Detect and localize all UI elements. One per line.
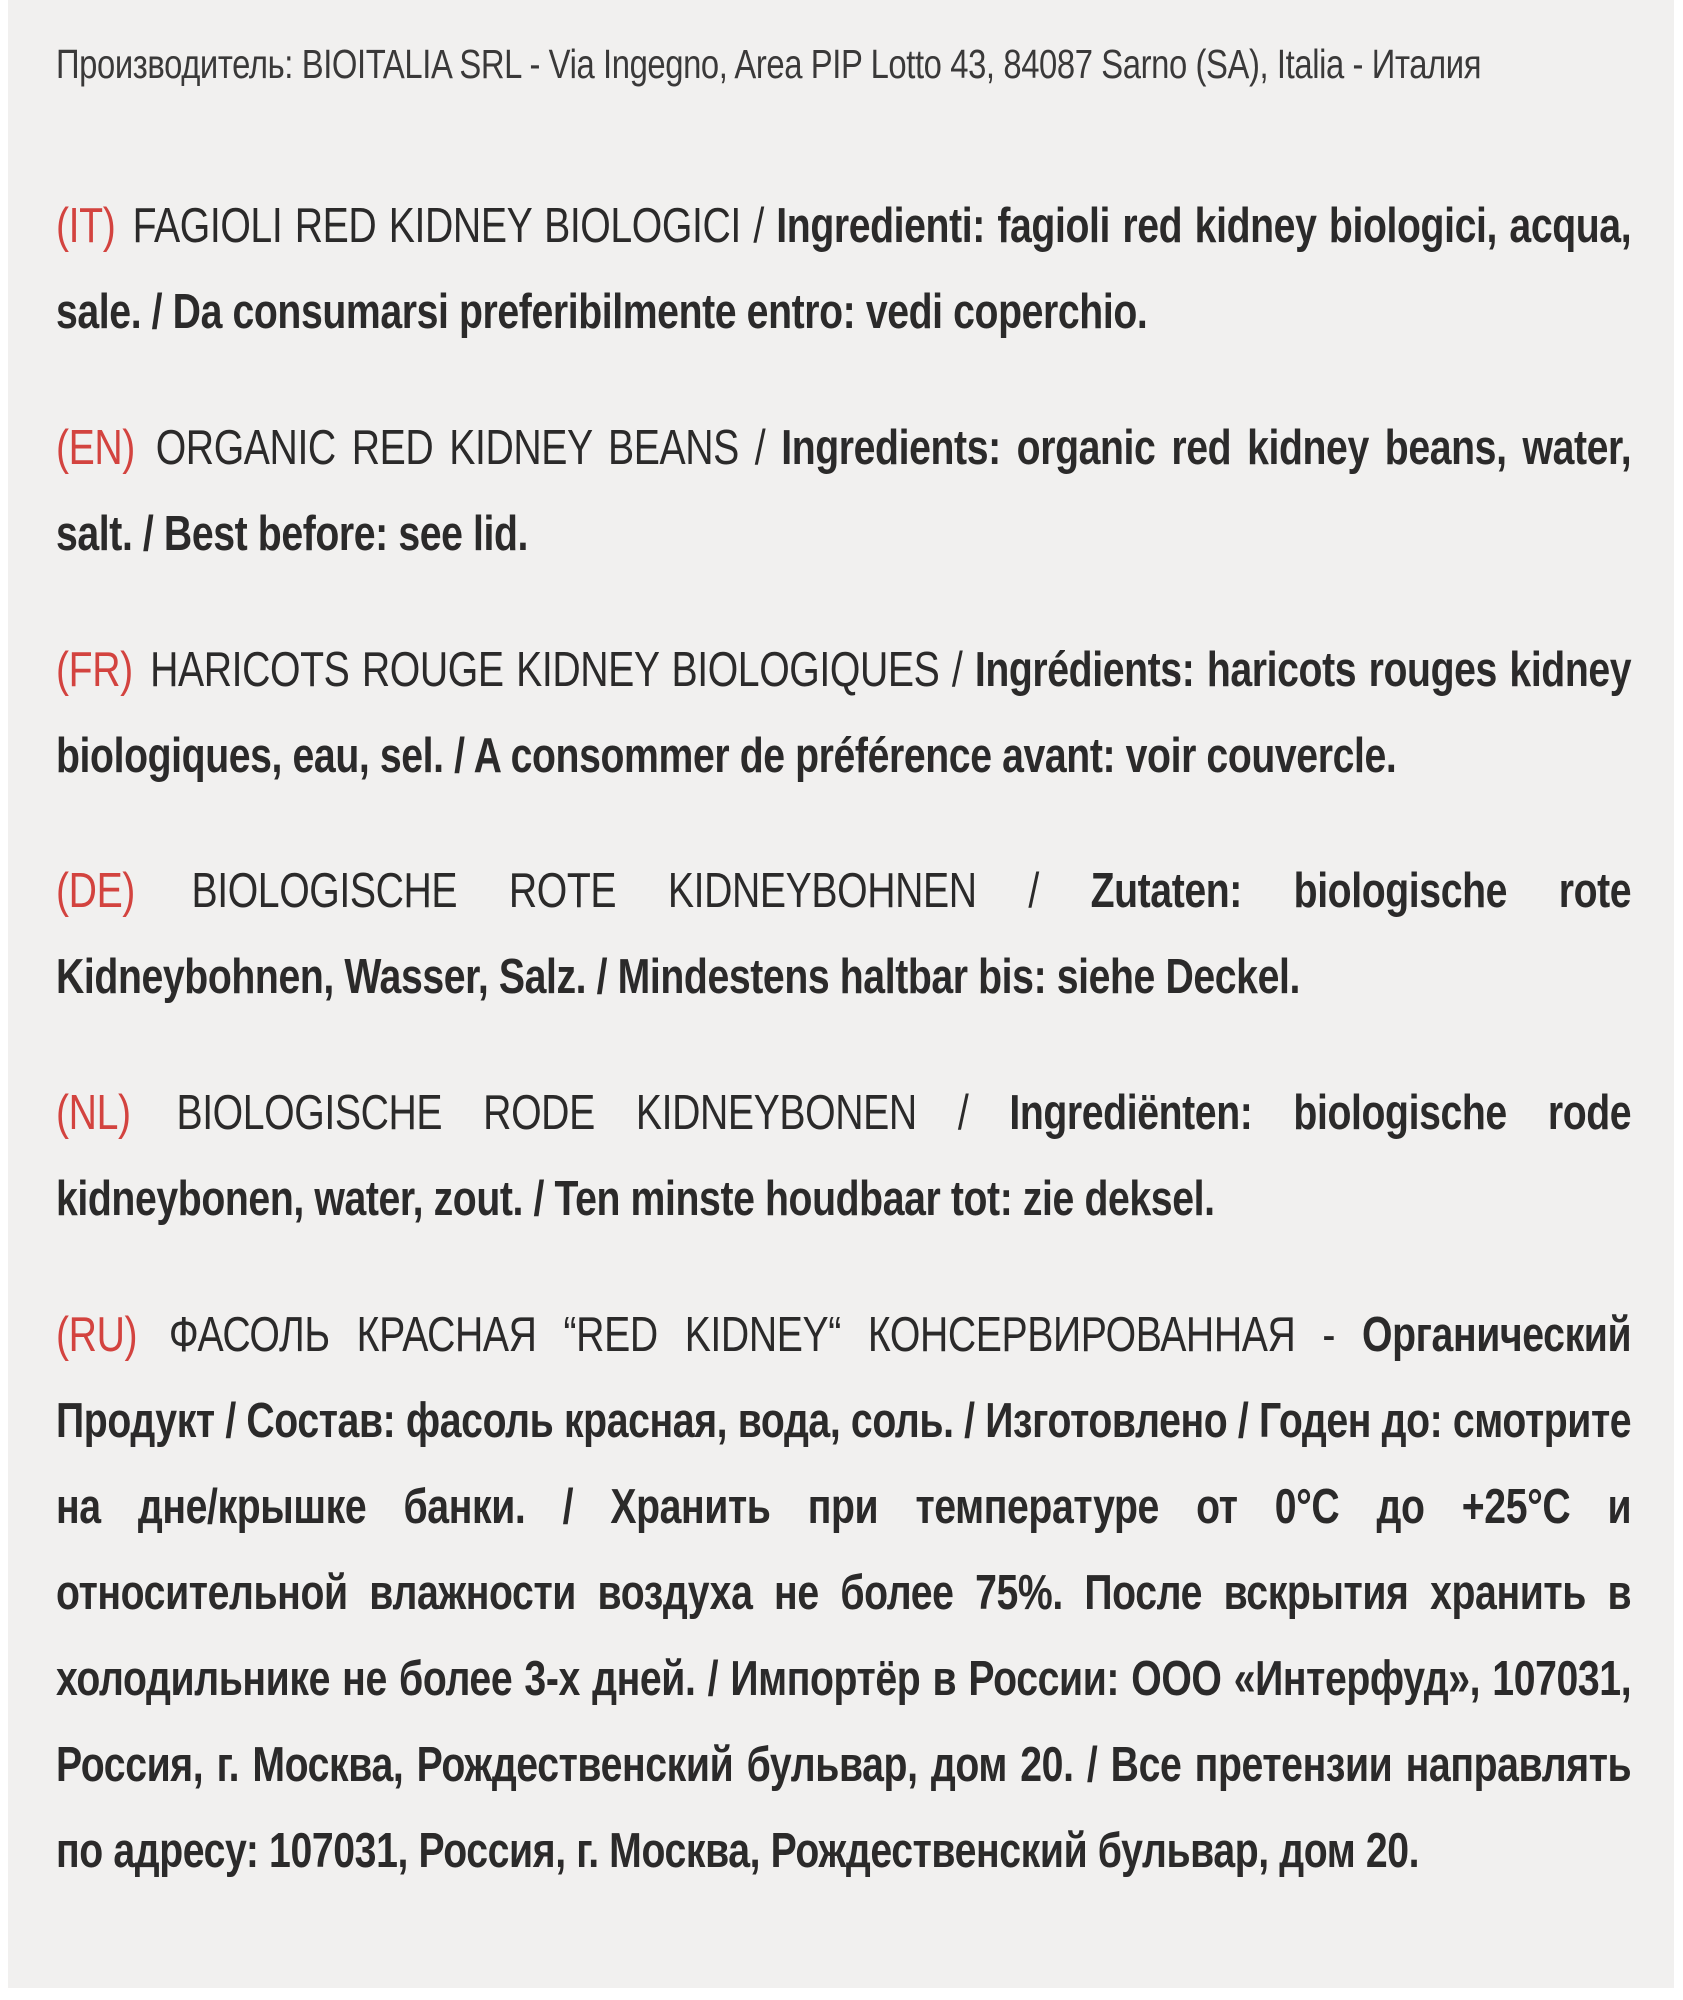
section-text-en: Ingredients: organic red kidney beans, water, salt. / Best before: see lid.	[56, 421, 1632, 561]
language-code-en: (EN)	[56, 421, 135, 475]
product-name-nl: BIOLOGISCHE RODE KIDNEYBONEN /	[176, 1086, 969, 1140]
product-name-fr: HARICOTS ROUGE KIDNEY BIOLOGIQUES /	[150, 643, 963, 697]
product-name-de: BIOLOGISCHE ROTE KIDNEYBOHNEN /	[191, 864, 1039, 918]
language-code-de: (DE)	[56, 864, 135, 918]
section-fr	[56, 627, 1631, 799]
product-name-ru: ФАСОЛЬ КРАСНАЯ “RED KIDNEY“ КОНСЕРВИРОВАННАЯ -	[168, 1308, 1336, 1362]
language-code-ru: (RU)	[56, 1308, 138, 1362]
product-name-en: ORGANIC RED KIDNEY BEANS /	[155, 421, 766, 475]
language-code-it: (IT)	[56, 199, 116, 253]
language-code-nl: (NL)	[56, 1086, 131, 1140]
section-nl	[56, 1070, 1631, 1242]
section-it	[56, 183, 1631, 355]
ingredients-label	[8, 0, 1674, 1988]
section-text-it: Ingredienti: fagioli red kidney biologici, acqua, sale. / Da consumarsi preferibilmente entro: vedi coperchio.	[56, 199, 1632, 339]
product-name-it: FAGIOLI RED KIDNEY BIOLOGICI /	[132, 199, 764, 253]
section-de	[56, 848, 1631, 1020]
section-en	[56, 405, 1631, 577]
section-text-de: Zutaten: biologische rote Kidneybohnen, Wasser, Salz. / Mindestens haltbar bis: siehe Deckel.	[56, 864, 1632, 1004]
producer-line: Производитель: BIOITALIA SRL - Via Ingegno, Area PIP Lotto 43, 84087 Sarno (SA), Italia - Италия	[56, 41, 1482, 87]
section-text-nl: Ingrediënten: biologische rode kidneybonen, water, zout. / Ten minste houdbaar tot: zie deksel.	[56, 1086, 1632, 1226]
section-ru	[56, 1292, 1631, 1894]
section-text-ru: Органический Продукт / Состав: фасоль красная, вода, соль. / Изготовлено / Годен до: смотрите на дне/крышке банки. / Хранить при температуре от 0°C до +25°C и относительной влажности воздуха не более 75%. После вскрытия хранить в холодильнике не более 3-х дней. / Импортёр в России: ООО «Интерфуд», 107031, Россия, г. Москва, Рождественский бульвар, дом 20. / Все претензии направлять по адресу: 107031, Россия, г. Москва, Рождественский бульвар, дом 20.	[56, 1308, 1632, 1878]
section-text-fr: Ingrédients: haricots rouges kidney biologiques, eau, sel. / A consommer de préférence avant: voir couvercle.	[56, 643, 1632, 783]
language-code-fr: (FR)	[56, 643, 133, 697]
